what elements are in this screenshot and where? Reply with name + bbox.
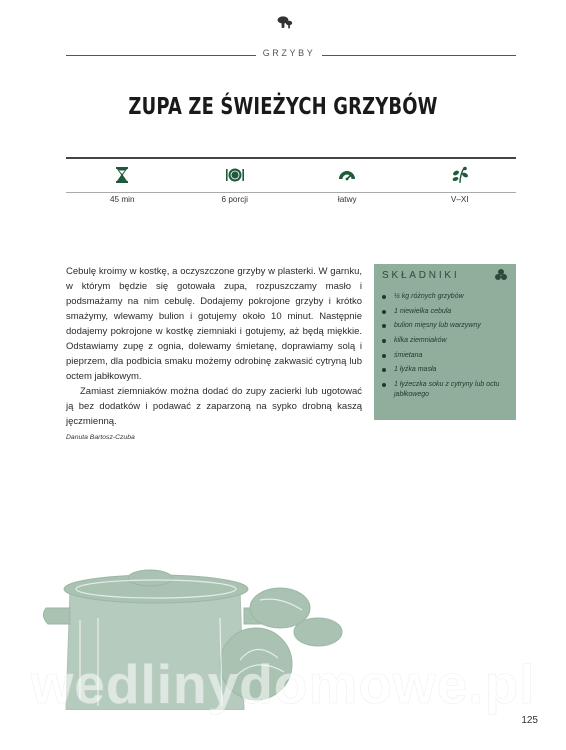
ingredient-item: ½ kg różnych grzybów [378,292,514,302]
watermark: wedlinydomowe.pl [30,653,536,715]
info-strip-top-rule [66,157,516,159]
section-divider-right [322,55,516,56]
ingredient-item: bulion mięsny lub warzywny [378,321,514,331]
recipe-paragraph: Cebulę kroimy w kostkę, a oczyszczone grzyby w plasterki. W garnku, w którym będzie się gotowała zupa, rozpuszczamy masło i podsmażamy na nim cebulę. Dodajemy pokrojone grzyby i krótko smażymy, wlewamy bulion i gotujemy około 10 minut. Następnie dodajemy pokrojone w kostkę ziemniaki i gotujemy, aż będą miękkie. Odstawiamy zupę z ognia, dolewamy śmietanę, doprawiamy solą i pieprzem, dla podbicia smaku możemy odrobinę zakwasić cytryną lub octem jabłkowym. [66,266,362,382]
info-time [66,161,179,217]
plate-cutlery-icon [225,165,245,185]
ingredient-item: śmietana [378,351,514,361]
ingredient-item: 1 łyżka masła [378,365,514,375]
difficulty-gauge-icon [337,165,357,185]
recipe-title: ZUPA ZE ŚWIEŻYCH GRZYBÓW [128,94,438,120]
ingredients-list [378,292,514,404]
info-season-value: V–XI [450,195,469,204]
ingredient-item: kilka ziemniaków [378,336,514,346]
ingredient-item: 1 łyżeczka soku z cytryny lub octu jabłkowego [378,380,514,399]
recipe-author: Danuta Bartosz-Czuba [66,434,135,441]
info-season [404,161,517,217]
section-divider-left [66,55,256,56]
section-label: GRZYBY [262,48,316,58]
info-time-value: 45 min [109,195,135,204]
info-servings [179,161,292,217]
ingredients-title: SKŁADNIKI [382,270,460,281]
hourglass-icon [112,165,132,185]
ingredient-item: 1 niewielka cebula [378,307,514,317]
info-servings-value: 6 porcji [221,195,248,204]
mushroom-icon [277,14,293,30]
info-difficulty [291,161,404,217]
recipe-instructions [66,264,362,429]
herb-sprig-icon [450,165,470,185]
leaf-cluster-icon [494,268,508,282]
page-number: 125 [521,715,538,726]
info-difficulty-value: łatwy [337,195,357,204]
recipe-paragraph: Zamiast ziemniaków można dodać do zupy zacierki lub ugotować ją bez dodatków i podawać z zaparzoną na sypko drobną kaszą jęczmienną. [66,386,362,427]
